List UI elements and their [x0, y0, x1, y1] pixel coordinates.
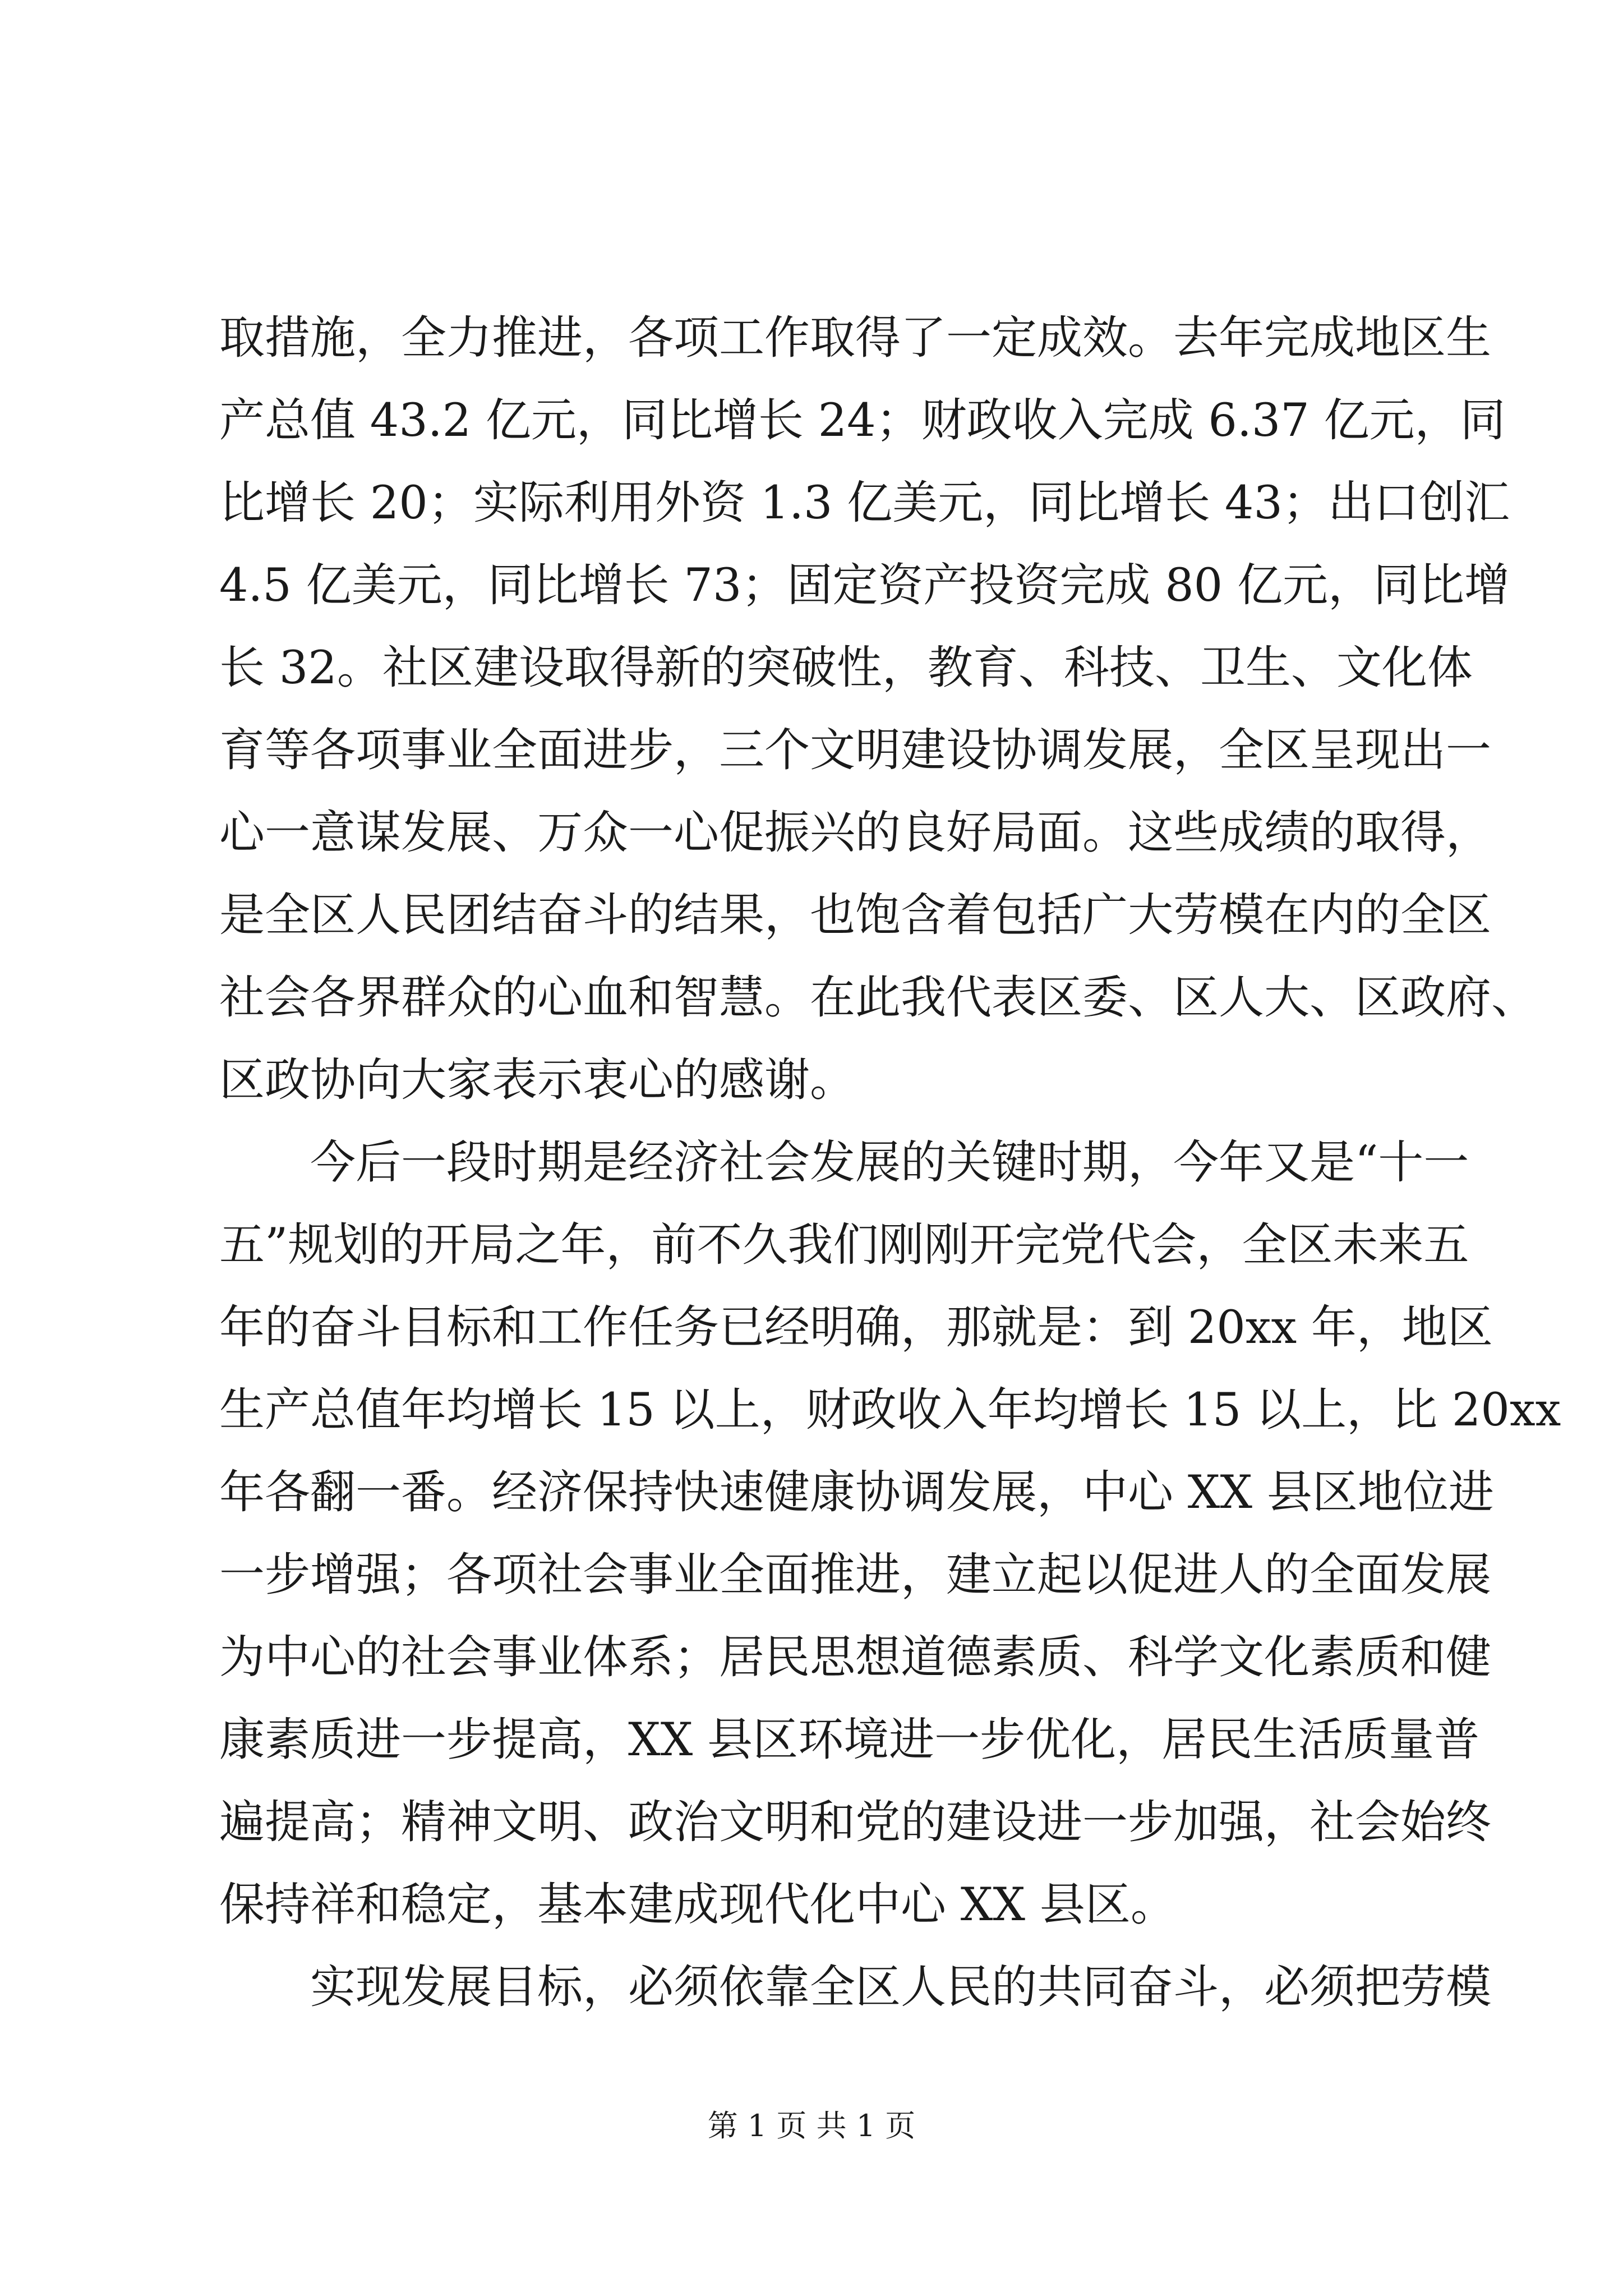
text-line: 社会各界群众的心血和智慧。在此我代表区委、区人大、区政府、: [219, 972, 1537, 1024]
text-line: 为中心的社会事业体系；居民思想道德素质、科学文化素质和健: [219, 1631, 1492, 1684]
text-line: 区政协向大家表示衷心的感谢。: [219, 1054, 856, 1107]
text-line: 一步增强；各项社会事业全面推进，建立起以促进人的全面发展: [219, 1549, 1492, 1602]
text-line: 比增长 20；实际利用外资 1.3 亿美元，同比增长 43；出口创汇: [219, 477, 1510, 530]
body-text: [219, 297, 1561, 2029]
text-line: 实现发展目标，必须依靠全区人民的共同奋斗，必须把劳模: [310, 1961, 1492, 2014]
text-line: 保持祥和稳定，基本建成现代化中心 XX 县区。: [219, 1879, 1176, 1931]
text-line: 遍提高；精神文明、政治文明和党的建设进一步加强，社会始终: [219, 1796, 1492, 1849]
text-line: 年的奋斗目标和工作任务已经明确，那就是：到 20xx 年，地区: [219, 1301, 1493, 1354]
paragraph-p2: [219, 1122, 1561, 1947]
text-line: 育等各项事业全面进步，三个文明建设协调发展，全区呈现出一: [219, 724, 1492, 777]
text-line: 4.5 亿美元，同比增长 73；固定资产投资完成 80 亿元，同比增: [219, 559, 1510, 612]
text-line: 今后一段时期是经济社会发展的关键时期，今年又是“十一: [310, 1137, 1469, 1189]
paragraph-p1: [219, 297, 1537, 1122]
text-line: 是全区人民团结奋斗的结果，也饱含着包括广大劳模在内的全区: [219, 889, 1492, 942]
page-footer: 第 1 页 共 1 页: [707, 2108, 916, 2143]
text-line: 生产总值年均增长 15 以上，财政收入年均增长 15 以上，比 20xx: [219, 1384, 1561, 1437]
paragraph-p3: [219, 1947, 1492, 2029]
text-line: 取措施，全力推进，各项工作取得了一定成效。去年完成地区生: [219, 312, 1492, 365]
text-line: 年各翻一番。经济保持快速健康协调发展，中心 XX 县区地位进: [219, 1466, 1494, 1519]
text-line: 产总值 43.2 亿元，同比增长 24；财政收入完成 6.37 亿元，同: [219, 394, 1506, 447]
text-line: 长 32。社区建设取得新的突破性，教育、科技、卫生、文化体: [219, 642, 1473, 694]
text-line: 康素质进一步提高，XX 县区环境进一步优化，居民生活质量普: [219, 1714, 1480, 1766]
text-line: 五”规划的开局之年，前不久我们刚刚开完党代会，全区未来五: [219, 1219, 1469, 1272]
text-line: 心一意谋发展、万众一心促振兴的良好局面。这些成绩的取得，: [219, 807, 1492, 859]
